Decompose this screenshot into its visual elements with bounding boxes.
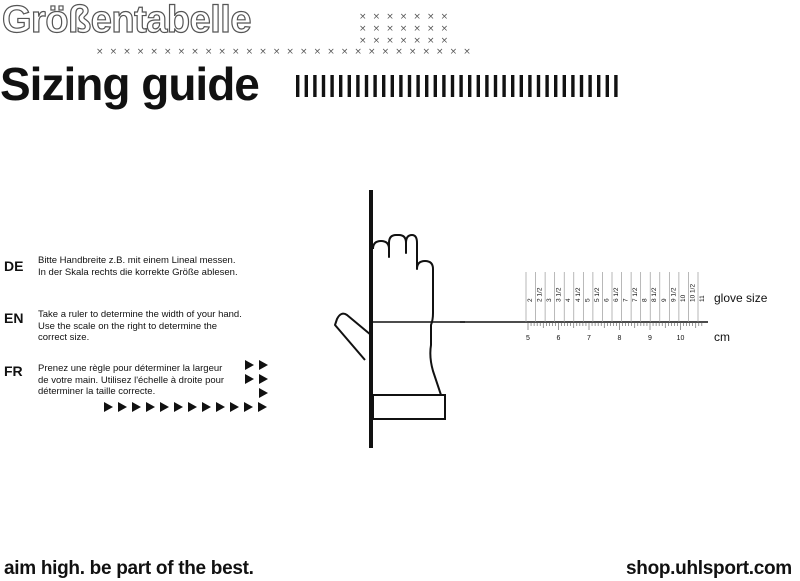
x-pattern-row: × × × × × × × × × × × × × × × × × × × × × × × × × × × × <box>96 47 473 57</box>
stripe-bar <box>459 75 462 97</box>
lang-code-en: EN <box>4 310 24 326</box>
arrow-right-icon <box>245 374 254 384</box>
lang-code-fr: FR <box>4 363 23 379</box>
glove-size-label: glove size <box>714 291 768 305</box>
arrow-right-icon <box>245 360 254 370</box>
arrow-right-icon <box>230 402 239 412</box>
sizing-scale <box>460 268 710 348</box>
thumb-outline <box>335 314 371 360</box>
stripe-bar <box>588 75 591 97</box>
stripe-bar <box>365 75 368 97</box>
stripe-bar <box>339 75 342 97</box>
glove-size-value: 3 1/2 <box>555 287 563 302</box>
arrow-right-icon <box>258 402 267 412</box>
stripe-bar <box>502 75 505 97</box>
glove-size-value: 6 1/2 <box>613 287 620 302</box>
stripe-bar <box>313 75 316 97</box>
stripe-bar <box>356 75 359 97</box>
stripe-bar <box>597 75 600 97</box>
arrow-right-icon <box>259 374 268 384</box>
instruction-text-de: Bitte Handbreite z.B. mit einem Lineal messen. In der Skala rechts die korrekte Größe ablesen. <box>38 255 238 278</box>
arrow-right-icon <box>160 402 169 412</box>
cm-label: cm <box>714 330 730 344</box>
stripe-bar <box>545 75 548 97</box>
stripe-bar <box>520 75 523 97</box>
glove-size-value: 5 1/2 <box>593 287 601 302</box>
stripe-bar <box>494 75 497 97</box>
arrow-right-icon <box>118 402 127 412</box>
stripe-bar <box>425 75 428 97</box>
glove-size-value: 2 <box>527 298 534 302</box>
glove-size-value: 6 <box>603 298 611 302</box>
stripe-bar <box>434 75 437 97</box>
arrow-right-icon <box>259 388 268 398</box>
stripe-bar <box>348 75 351 97</box>
cm-value: 6 <box>556 335 561 342</box>
footer-slogan: aim high. be part of the best. <box>4 558 254 579</box>
glove-size-value: 4 1/2 <box>574 287 582 302</box>
arrow-right-icon <box>174 402 183 412</box>
glove-size-value: 7 <box>622 298 630 302</box>
glove-size-value: 4 <box>565 298 573 302</box>
glove-size-value: 3 <box>546 298 554 302</box>
glove-size-value: 8 <box>641 298 649 302</box>
stripe-bar <box>451 75 454 97</box>
stripe-bar <box>606 75 609 97</box>
glove-size-value: 9 1/2 <box>670 287 678 302</box>
stripe-bar <box>528 75 531 97</box>
glove-cuff <box>373 395 445 419</box>
stripe-bar <box>442 75 445 97</box>
arrow-right-icon <box>259 360 268 370</box>
stripe-bar <box>477 75 480 97</box>
stripe-bar <box>511 75 514 97</box>
stripe-bar <box>416 75 419 97</box>
stripe-bar <box>563 75 566 97</box>
glove-size-value: 9 <box>660 298 668 302</box>
footer-url[interactable]: shop.uhlsport.com <box>626 558 792 579</box>
glove-size-value: 5 <box>584 298 592 302</box>
cm-value: 7 <box>587 335 591 342</box>
cm-value: 5 <box>526 335 530 342</box>
arrow-right-icon <box>146 402 155 412</box>
x-pattern-row: × × × × × × × <box>359 24 450 34</box>
stripe-bar <box>296 75 299 97</box>
stripe-bar <box>468 75 471 97</box>
stripe-bar <box>391 75 394 97</box>
arrow-right-icon <box>188 402 197 412</box>
stripe-bar <box>305 75 308 97</box>
stripe-bar <box>373 75 376 97</box>
glove-size-value: 8 1/2 <box>651 287 659 302</box>
stripe-bar <box>614 75 617 97</box>
stripe-bar <box>399 75 402 97</box>
hand-outline-icon <box>373 235 441 395</box>
instruction-text-fr: Prenez une règle pour déterminer la largeur de votre main. Utilisez l'échelle à droite pour déterminer la taille correcte. <box>38 363 225 397</box>
stripe-bar <box>537 75 540 97</box>
stripe-bar <box>580 75 583 97</box>
glove-size-value: 2 1/2 <box>536 287 544 302</box>
glove-size-value: 10 1/2 <box>689 283 697 302</box>
arrow-right-icon <box>104 402 113 412</box>
stripe-bar <box>485 75 488 97</box>
lang-code-de: DE <box>4 258 24 274</box>
glove-size-value: 10 <box>679 294 687 302</box>
x-pattern-row: × × × × × × × <box>359 12 450 22</box>
x-pattern-row: × × × × × × × <box>359 36 450 46</box>
cm-value: 8 <box>617 335 622 342</box>
arrow-right-icon <box>244 402 253 412</box>
glove-size-value: 11 <box>699 295 706 302</box>
instruction-text-en: Take a ruler to determine the width of your hand. Use the scale on the right to determine the correct size. <box>38 309 242 343</box>
page-title: Sizing guide <box>0 58 259 110</box>
stripe-bar <box>330 75 333 97</box>
arrow-right-icon <box>216 402 225 412</box>
cm-value: 10 <box>676 335 685 342</box>
glove-size-value: 7 1/2 <box>632 287 640 302</box>
stripe-bar <box>322 75 325 97</box>
stripe-bar <box>554 75 557 97</box>
stripe-bar <box>382 75 385 97</box>
cm-value: 9 <box>648 335 652 342</box>
stripe-bar <box>408 75 411 97</box>
arrow-right-icon <box>202 402 211 412</box>
stripe-bar <box>571 75 574 97</box>
barcode-stripes <box>296 75 626 97</box>
arrow-right-icon <box>132 402 141 412</box>
title-german: Größentabelle <box>2 0 251 41</box>
hand-measure-illustration <box>325 185 465 455</box>
